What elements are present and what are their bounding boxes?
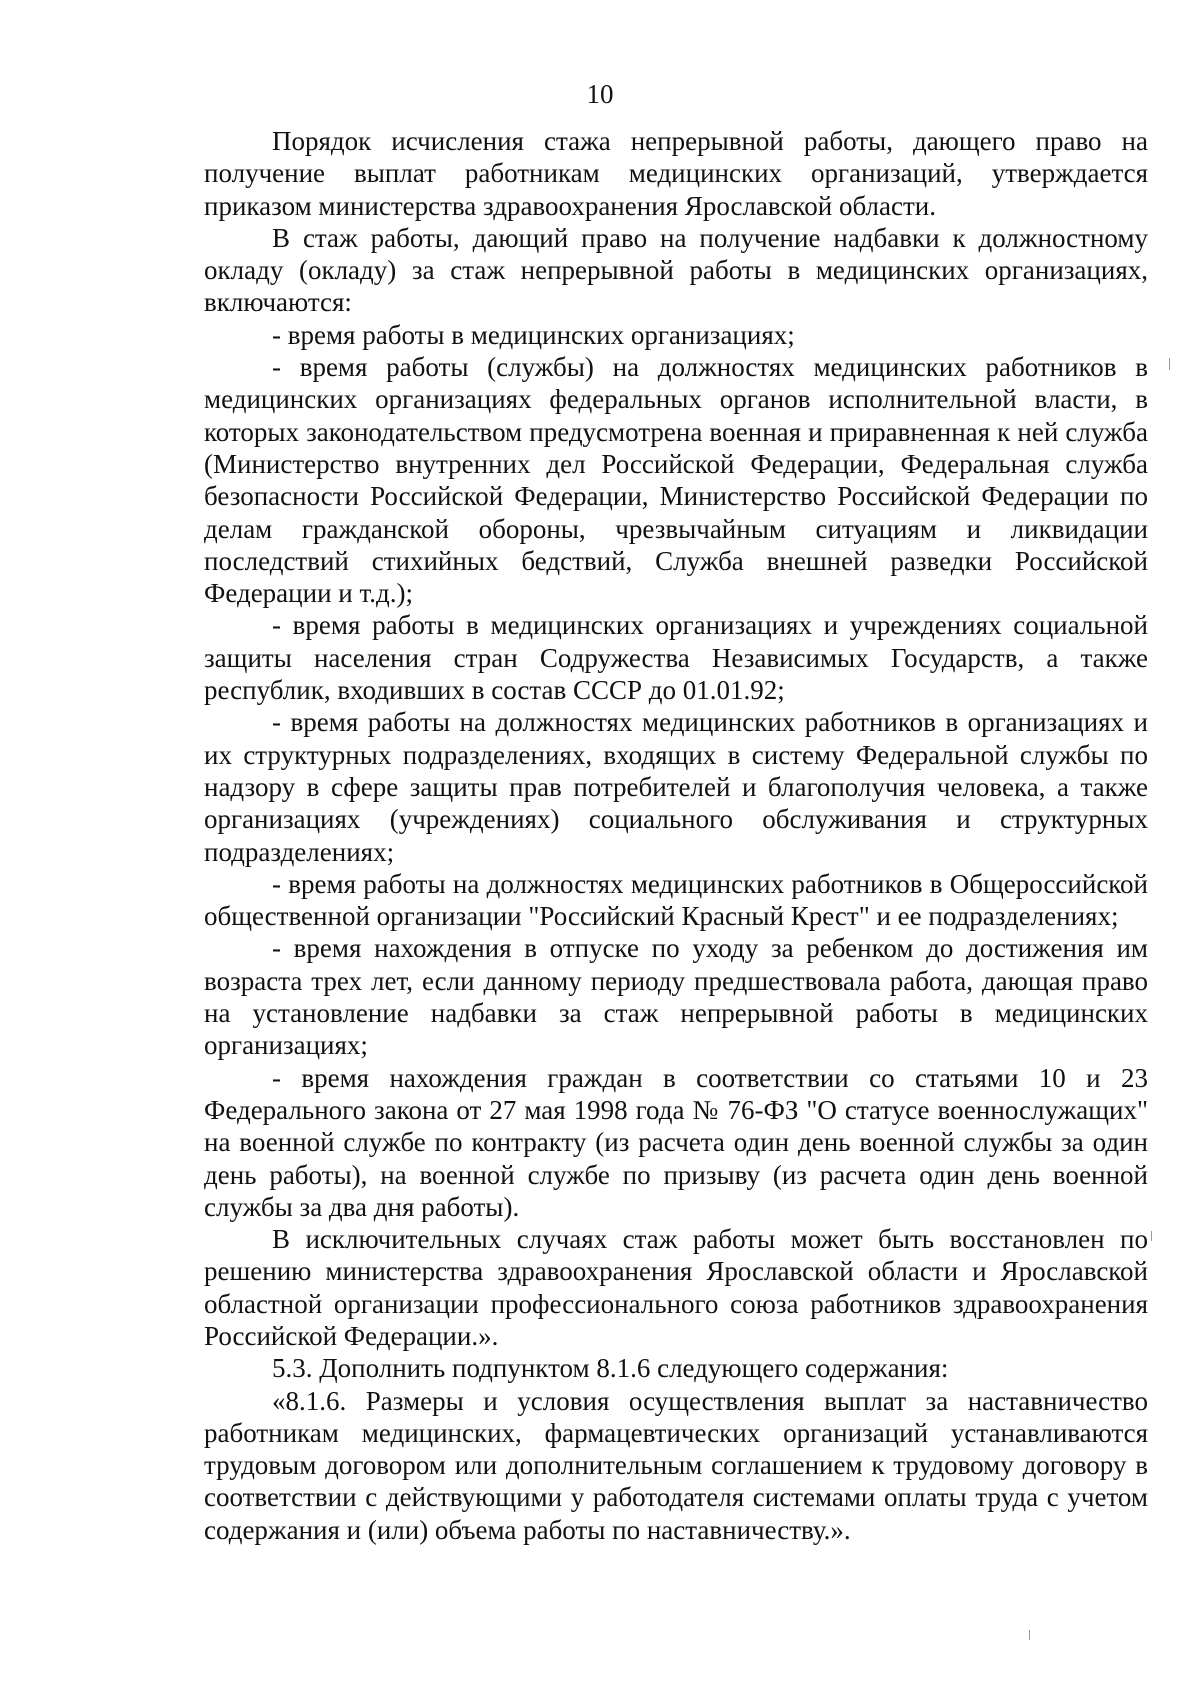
document-body: [204, 125, 1148, 1546]
list-item-cis-countries: - время работы в медицинских организациях и учреждениях социальной защиты населения стран Содружества Независимых Государств, а также республик, входивших в состав СССР до 01.01.92;: [204, 610, 1148, 706]
list-item-consumer-protection-service: - время работы на должностях медицинских работников в организациях и их структурных подразделениях, входящих в систему Федеральной службы по надзору в сфере защиты прав потребителей и благополучия человека, а также организациях (учреждениях) социального обслуживания и структурных подразделениях;: [204, 707, 1148, 867]
page-number: 10: [586, 79, 614, 109]
paragraph-exceptional-cases: В исключительных случаях стаж работы может быть восстановлен по решению министерства здравоохранения Ярославской области и Ярославской областной организации профессионального союза работников здравоохранения Российской Федерации.».: [204, 1224, 1148, 1351]
list-item-red-cross: - время работы на должностях медицинских работников в Общероссийской общественной организации "Российский Красный Крест" и ее подразделениях;: [204, 868, 1148, 932]
list-item-parental-leave: - время нахождения в отпуске по уходу за ребенком до достижения им возраста трех лет, если данному периоду предшествовала работа, дающая право на установление надбавки за стаж непрерывной работы в медицинских организациях;: [204, 933, 1148, 1061]
list-item-federal-bodies-service: - время работы (службы) на должностях медицинских работников в медицинских организациях федеральных органов исполнительной власти, в которых законодательством предусмотрена военная и приравненная к ней служба (Министерство внутренних дел Российской Федерации, Федеральная служба безопасности Российской Федерации, Министерство Российской Федерации по делам гражданской обороны, чрезвычайным ситуациям и ликвидации последствий стихийных бедствий, Служба внешней разведки Российской Федерации и т.д.);: [204, 352, 1148, 609]
paragraph-amendment-5-3: 5.3. Дополнить подпунктом 8.1.6 следующего содержания:: [272, 1353, 949, 1384]
paragraph-subclause-8-1-6: «8.1.6. Размеры и условия осуществления выплат за наставничество работникам медицинских, фармацевтических организаций устанавливаются трудовым договором или дополнительным соглашением к трудовому договору в соответствии с действующими у работодателя системами оплаты труда с учетом содержания и (или) объема работы по наставничеству.».: [204, 1385, 1148, 1545]
paragraph-seniority-includes: В стаж работы, дающий право на получение надбавки к должностному окладу (окладу) за стаж непрерывной работы в медицинских организациях, включаются:: [204, 222, 1148, 318]
list-item-medical-organizations: - время работы в медицинских организациях;: [272, 319, 795, 350]
scan-artifact-mark: [1151, 1231, 1152, 1241]
list-item-military-service: - время нахождения граждан в соответствии со статьями 10 и 23 Федерального закона от 27 мая 1998 года № 76-ФЗ "О статусе военнослужащих" на военной службе по контракту (из расчета один день военной службы за один день работы), на военной службе по призыву (из расчета один день военной службы за два дня работы).: [204, 1062, 1148, 1222]
scan-artifact-mark: [1029, 1630, 1030, 1640]
paragraph-seniority-procedure: Порядок исчисления стажа непрерывной работы, дающего право на получение выплат работникам медицинских организаций, утверждается приказом министерства здравоохранения Ярославской области.: [204, 126, 1148, 221]
scan-artifact-mark: [1169, 358, 1170, 370]
